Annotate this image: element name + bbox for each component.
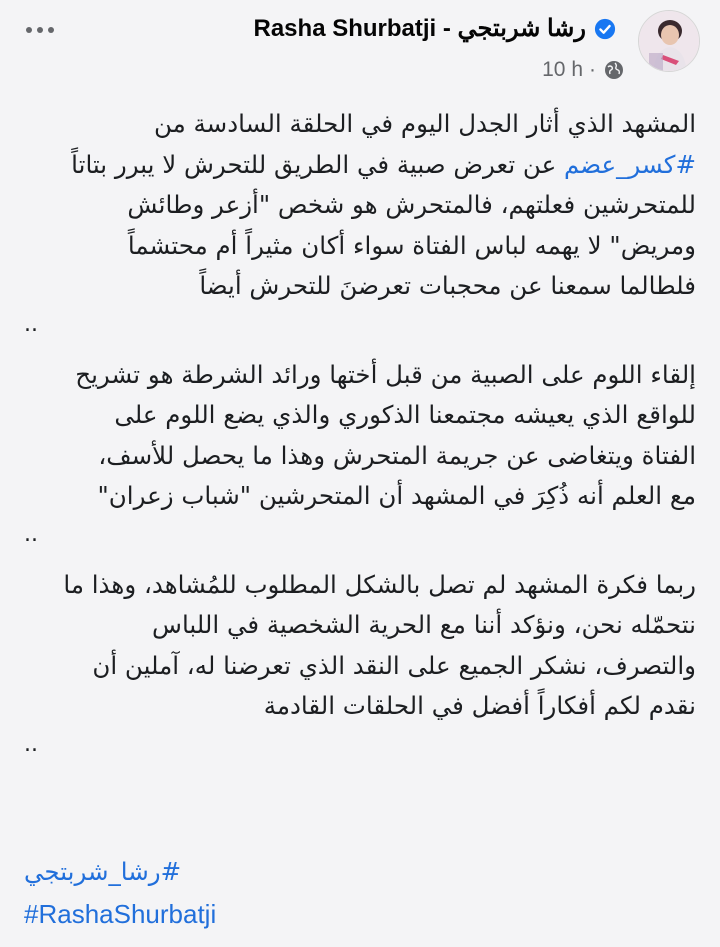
- separator-dots: ..: [24, 521, 38, 547]
- globe-icon[interactable]: [604, 60, 624, 80]
- post-header: [20, 8, 700, 88]
- author-name[interactable]: Rasha Shurbatji - رشا شربتجي: [253, 15, 586, 42]
- post-timestamp[interactable]: 10 h: [542, 58, 583, 81]
- author-avatar[interactable]: [638, 10, 700, 72]
- verified-badge-icon: [594, 18, 616, 40]
- paragraph-1-line-5: فلطالما سمعنا عن محجبات تعرضنَ للتحرش أيضاً: [199, 271, 696, 300]
- paragraph-2-line-4: مع العلم أنه ذُكِرَ في المشهد أن المتحرشين "شباب زعران": [97, 481, 696, 510]
- paragraph-3-line-3: والتصرف، نشكر الجميع على النقد الذي تعرضنا له، آملين أن: [92, 650, 696, 680]
- separator-dots: ..: [24, 311, 38, 337]
- more-horizontal-icon: [26, 27, 32, 33]
- more-options-button[interactable]: [20, 16, 60, 44]
- paragraph-1-line-3: للمتحرشين فعلتهم، فالمتحرش هو شخص "أزعر وطائش: [127, 190, 696, 219]
- paragraph-2-line-2: للواقع الذي يعيشه مجتمعنا الذكوري والذي يضع اللوم على: [114, 400, 696, 429]
- author-line: [254, 14, 625, 43]
- post-body: [24, 104, 696, 775]
- paragraph-2-line-3: الفتاة ويتغاضى عن جريمة المتحرش وهذا ما يحصل للأسف،: [98, 440, 696, 470]
- post-meta: [542, 58, 624, 82]
- paragraph-1-line-2: [24, 145, 696, 186]
- paragraph-1-line-1: المشهد الذي أثار الجدل اليوم في الحلقة السادسة من: [153, 109, 696, 138]
- paragraph-2-line-1: إلقاء اللوم على الصبية من قبل أختها ورائد الشرطة هو تشريح: [75, 359, 696, 389]
- paragraph-3-line-1: ربما فكرة المشهد لم تصل بالشكل المطلوب للمُشاهد، وهذا ما: [63, 569, 696, 599]
- paragraph-3-line-4: نقدم لكم أفكاراً أفضل في الحلقات القادمة: [263, 691, 696, 720]
- hashtag-kasr-adm[interactable]: #كسر_عضم: [564, 149, 696, 179]
- separator-dots: ..: [24, 731, 38, 757]
- paragraph-1-line-2-text: عن تعرض صبية في الطريق للتحرش لا يبرر بتاتاً: [71, 149, 564, 179]
- avatar-image: [639, 11, 700, 72]
- paragraph-3-line-2: نتحمّله نحن، ونؤكد أننا مع الحرية الشخصية في اللباس: [152, 610, 696, 639]
- hashtag-rasha-arabic[interactable]: #رشا_شربتجي: [24, 857, 182, 886]
- paragraph-1-line-4: ومريض" لا يهمه لباس الفتاة سواء أكان مثيراً أم محتشماً: [127, 230, 696, 260]
- hashtag-block: [24, 852, 696, 934]
- hashtag-rasha-english[interactable]: #RashaShurbatji: [24, 899, 217, 929]
- meta-separator: ·: [589, 58, 596, 81]
